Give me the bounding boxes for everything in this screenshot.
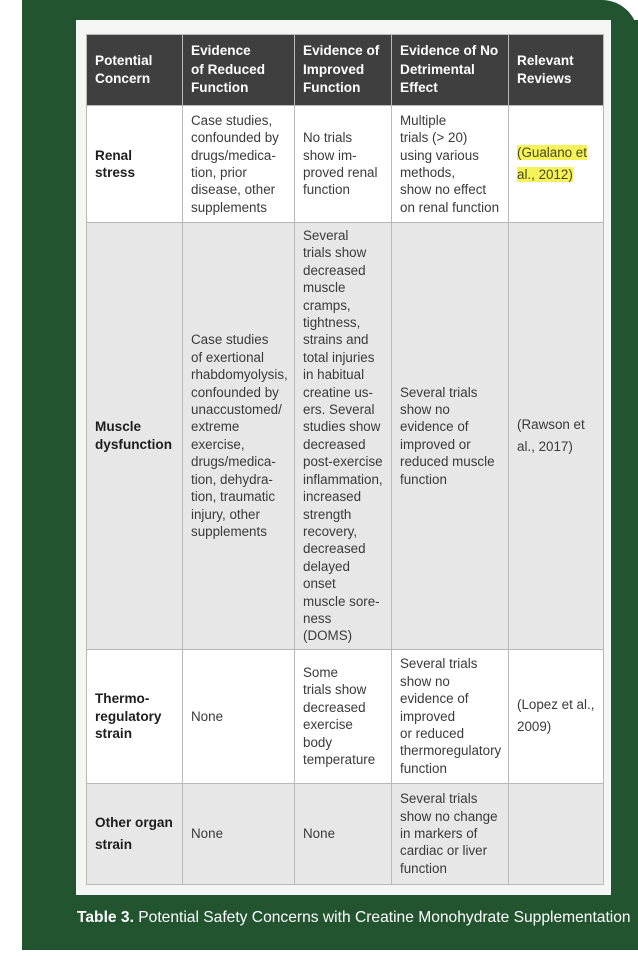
concern-cell: Renal stress	[87, 106, 183, 223]
reduced-cell: None	[183, 783, 295, 884]
table-row	[87, 783, 604, 884]
header-evidence-no-effect: Evidence of No Detrimental Effect	[392, 35, 509, 106]
no-effect-cell: Several trials show no evidence of improved or reduced thermoregulatory function	[392, 649, 509, 783]
table-row	[87, 106, 604, 223]
table-caption	[77, 908, 631, 928]
caption-text: Potential Safety Concerns with Creatine Monohydrate Supplementation	[133, 909, 631, 926]
concern-cell: Thermo- regulatory strain	[87, 649, 183, 783]
frame-left-edge	[0, 0, 22, 956]
concern-cell: Other organ strain	[87, 783, 183, 884]
no-effect-cell: Several trials show no evidence of improved or reduced muscle function	[392, 223, 509, 650]
header-evidence-improved: Evidence of Improved Function	[295, 35, 392, 106]
reviews-cell: (Lopez et al., 2009)	[509, 649, 604, 783]
improved-cell: Several trials show decreased muscle cramps, tightness, strains and total injuries in habitual creatine us- ers. Several studies show decreased post-exercise inflammation, increased strength recovery, decreased delayed onset muscle sore- ness (DOMS)	[295, 223, 392, 650]
caption-label: Table 3.	[77, 909, 134, 926]
reduced-cell: Case studies, confounded by drugs/medica- tion, prior disease, other supplements	[183, 106, 295, 223]
safety-concerns-table	[86, 34, 604, 885]
improved-cell: Some trials show decreased exercise body temperature	[295, 649, 392, 783]
frame-bottom-edge	[0, 950, 638, 956]
no-effect-cell: Several trials show no change in markers of cardiac or liver function	[392, 783, 509, 884]
reduced-cell: None	[183, 649, 295, 783]
reduced-cell: Case studies of exertional rhabdomyolysis, confounded by unaccustomed/ extreme exercise, drugs/medica- tion, dehydra- tion, traumatic injury, other supplements	[183, 223, 295, 650]
header-potential-concern: Potential Concern	[87, 35, 183, 106]
header-relevant-reviews: Relevant Reviews	[509, 35, 604, 106]
table-row	[87, 649, 604, 783]
table-row	[87, 223, 604, 650]
table-header-row	[87, 35, 604, 106]
reviews-cell	[509, 783, 604, 884]
reviews-cell	[509, 106, 604, 223]
header-evidence-reduced: Evidence of Reduced Function	[183, 35, 295, 106]
reviews-cell: (Rawson et al., 2017)	[509, 223, 604, 650]
improved-cell: No trials show im- proved renal function	[295, 106, 392, 223]
concern-cell: Muscle dysfunction	[87, 223, 183, 650]
no-effect-cell: Multiple trials (> 20) using various methods, show no effect on renal function	[392, 106, 509, 223]
highlighted-citation: (Gualano et al., 2012)	[517, 145, 587, 182]
improved-cell: None	[295, 783, 392, 884]
